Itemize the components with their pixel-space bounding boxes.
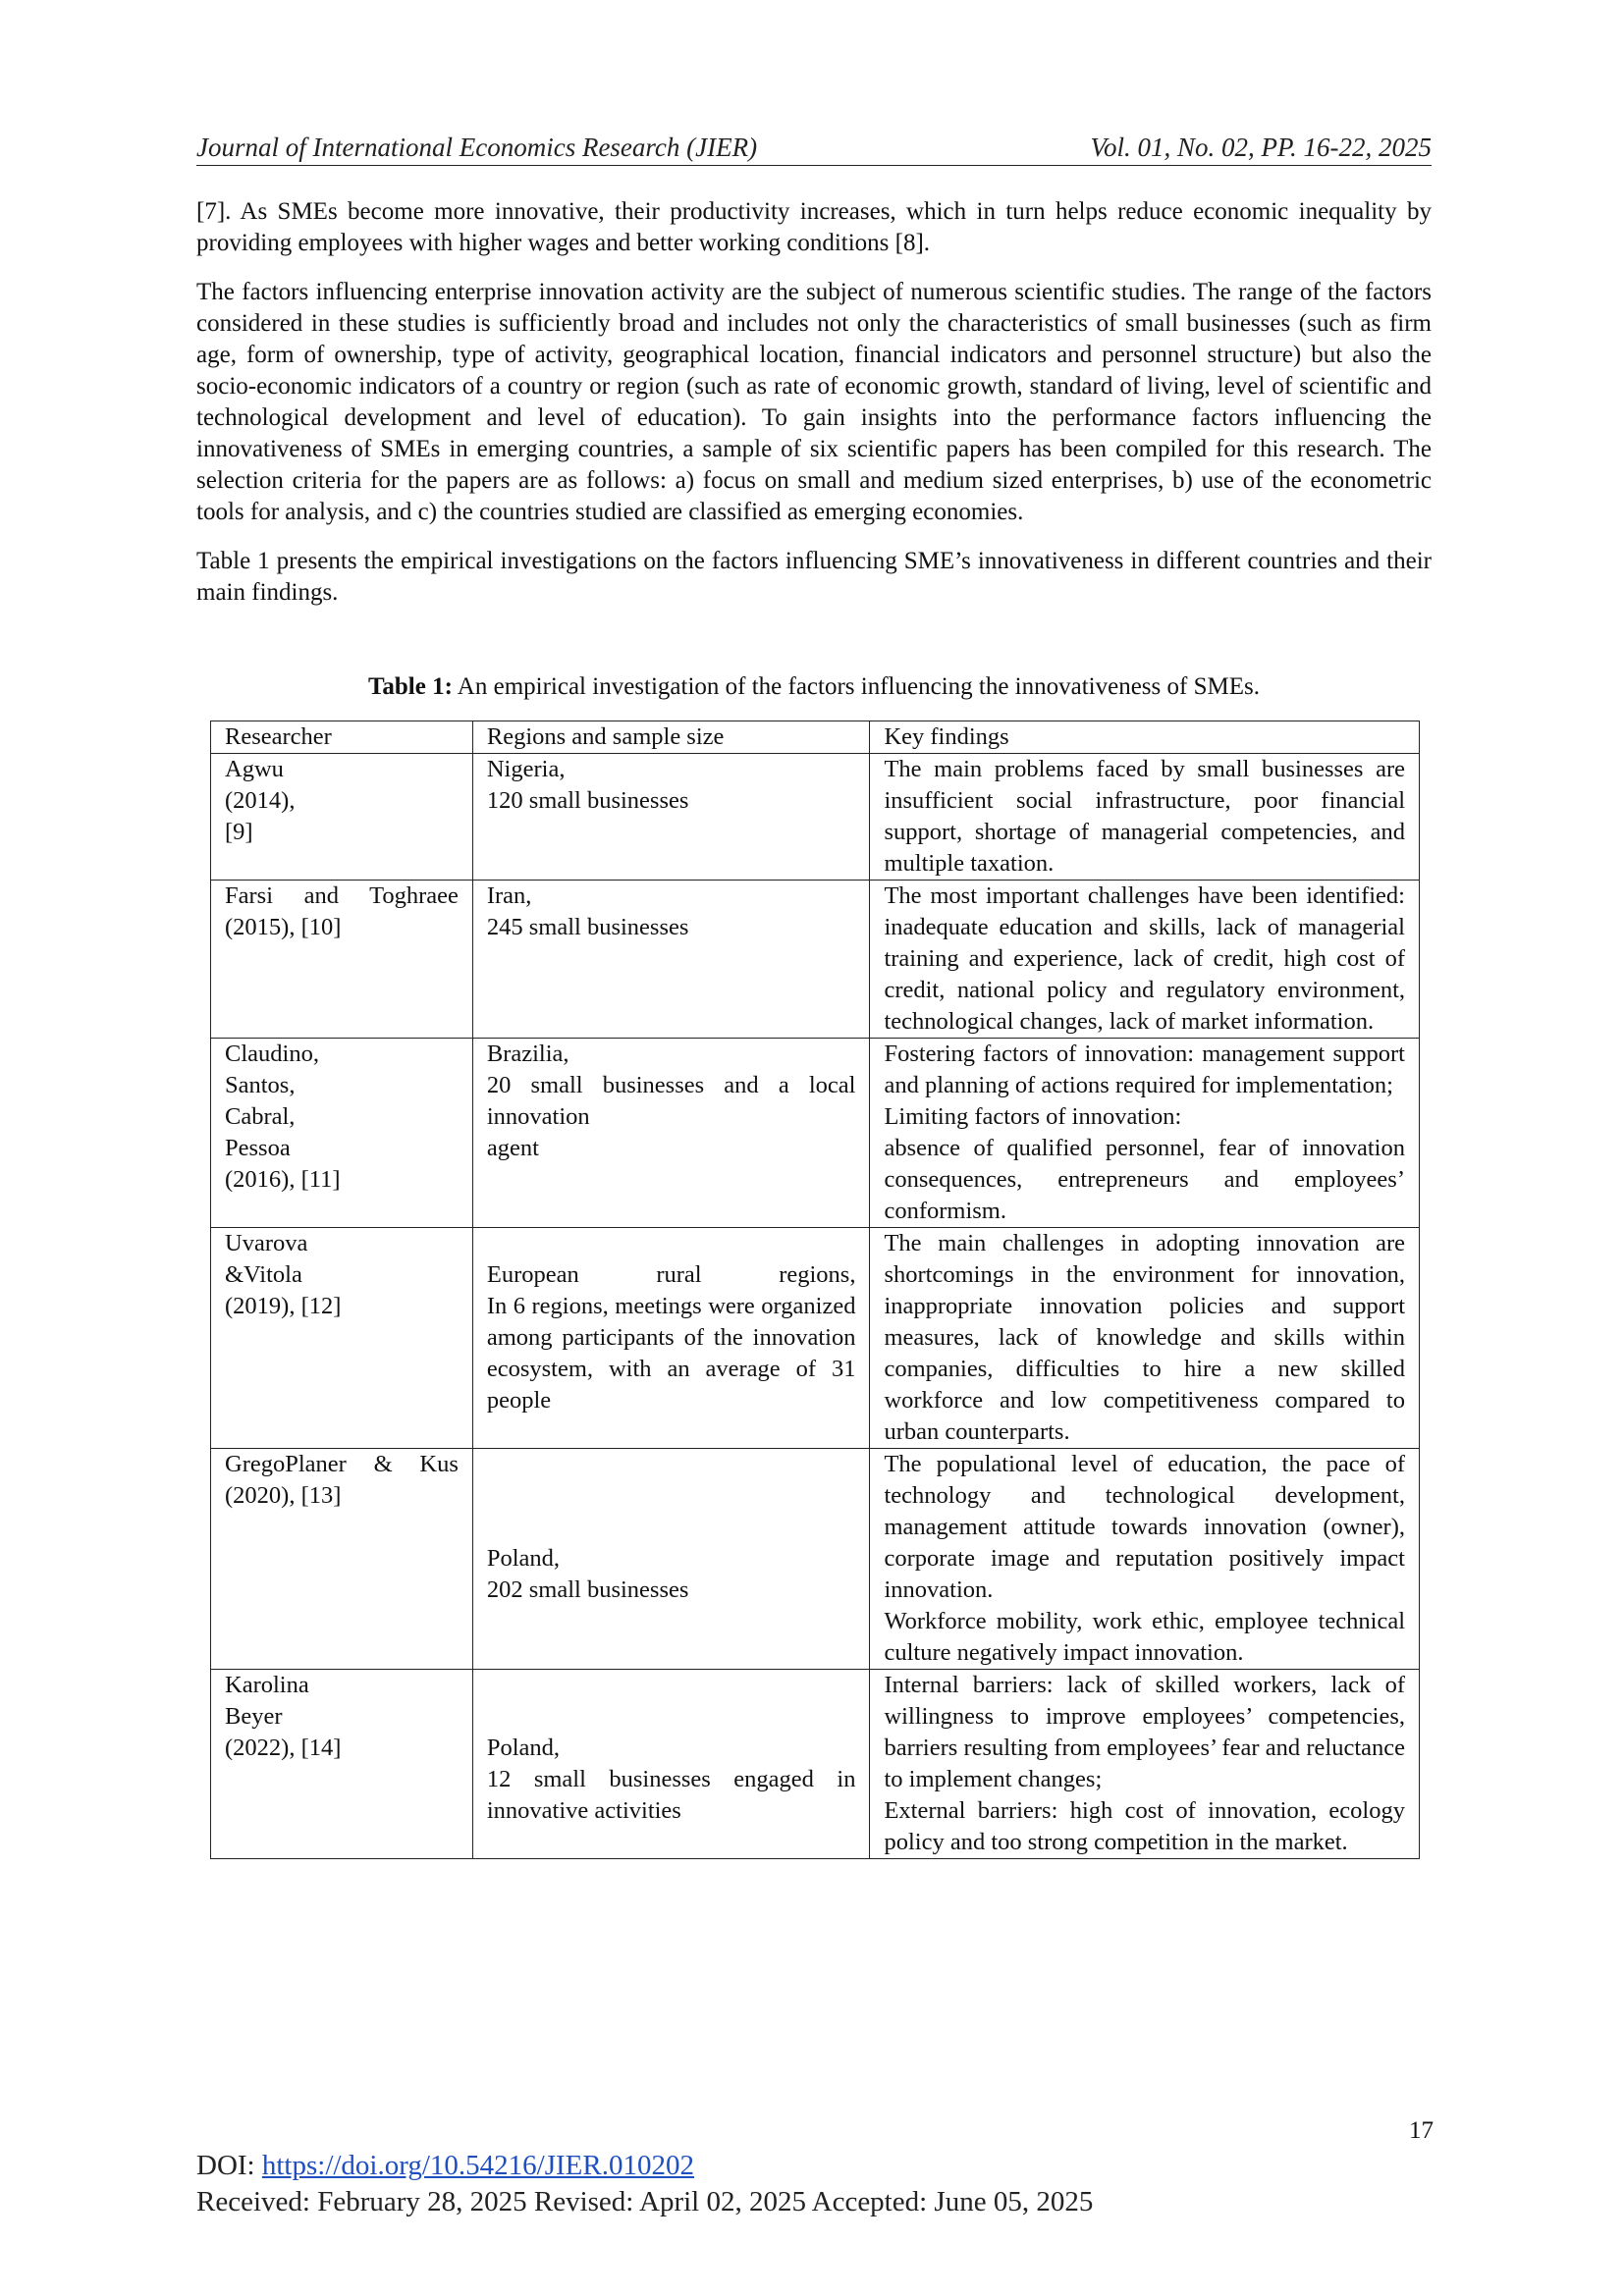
findings-cell: The most important challenges have been identified: inadequate education and skills, lack of managerial training and experience, lack of credit, high cost of credit, national policy and regulatory environment, technological changes, lack of market information. [870,881,1420,1039]
researcher-line: (2022), [14] [225,1735,342,1761]
region-line: Poland, [486,1735,561,1761]
body-text [196,196,1432,626]
table-row [211,754,1420,881]
region-line: Iran, [486,882,532,909]
region-line: 120 small businesses [486,787,689,814]
table-row [211,1670,1420,1859]
researcher-line: [9] [225,819,253,845]
findings-cell: The main challenges in adopting innovation are shortcomings in the environment for innovation, inappropriate innovation policies and support measures, lack of knowledge and skills within companies, difficulties to hire a new skilled workforce and low competitiveness compared to urban counterparts. [870,1228,1420,1449]
region-cell [472,1039,870,1228]
researcher-line: (2014), [225,787,296,814]
findings-cell: The main problems faced by small businesses are insufficient social infrastructure, poor financial support, shortage of managerial competencies, and multiple taxation. [870,754,1420,881]
region-cell [472,1228,870,1449]
paragraph: [7]. As SMEs become more innovative, their productivity increases, which in turn helps reduce economic inequality by providing employees with higher wages and better working conditions [8]. [196,198,1432,256]
researcher-line: Pessoa [225,1135,291,1161]
header-researcher: Researcher [211,721,473,754]
findings-cell: Fostering factors of innovation: management support and planning of actions required for implementation; Limiting factors of innovation: absence of qualified personnel, fear of innovation consequences, entrepreneurs and employees’ conformism. [870,1039,1420,1228]
researcher-line: (2016), [11] [225,1166,341,1193]
publication-dates: Received: February 28, 2025 Revised: April 02, 2025 Accepted: June 05, 2025 [196,2186,1094,2217]
researcher-cell [211,1039,473,1228]
researcher-cell [211,754,473,881]
region-line: 20 small businesses and a local innovation [486,1072,856,1130]
region-line: Nigeria, [486,756,566,782]
table-header-row [211,721,1420,754]
table-row [211,881,1420,1039]
findings-cell: The populational level of education, the pace of technology and technological development, management attitude towards innovation (owner), corporate image and reputation positively impact innovation. Workforce mobility, work ethic, employee technical culture negatively impact innovation. [870,1449,1420,1670]
researcher-cell [211,881,473,1039]
paragraph: Table 1 presents the empirical investigations on the factors influencing SME’s innovativeness in different countries and their main findings. [196,548,1432,606]
region-line: Poland, [486,1545,561,1572]
footer [196,2148,1432,2220]
region-cell [472,754,870,881]
region-line: 202 small businesses [486,1576,689,1603]
region-line: 245 small businesses [486,914,689,940]
region-line: 12 small businesses engaged in innovative activities [486,1766,856,1824]
findings-table [210,721,1420,1859]
table-caption-text: An empirical investigation of the factors influencing the innovativeness of SMEs. [452,673,1260,700]
journal-title: Journal of International Economics Research (JIER) [196,133,758,162]
table-row [211,1228,1420,1449]
doi-label: DOI: [196,2150,262,2181]
researcher-line: Claudino, [225,1041,319,1067]
researcher-line: Santos, [225,1072,296,1098]
running-header [196,132,1432,166]
region-cell [472,1670,870,1859]
region-cell [472,881,870,1039]
volume-info: Vol. 01, No. 02, PP. 16-22, 2025 [1090,133,1432,162]
region-line: European rural regions, [486,1261,856,1288]
header-regions: Regions and sample size [472,721,870,754]
researcher-cell [211,1670,473,1859]
researcher-line: (2015), [10] [225,914,342,940]
table-caption [196,671,1432,703]
region-line: Brazilia, [486,1041,569,1067]
table-row [211,1449,1420,1670]
researcher-line: Cabral, [225,1103,296,1130]
researcher-line: Uvarova [225,1230,308,1256]
findings-cell: Internal barriers: lack of skilled workers, lack of willingness to improve employees’ competencies, barriers resulting from employees’ fear and reluctance to implement changes; External barriers: high cost of innovation, ecology policy and too strong competition in the market. [870,1670,1420,1859]
table-row [211,1039,1420,1228]
region-line: agent [486,1135,539,1161]
doi-line [196,2148,1432,2184]
table-caption-label: Table 1: [368,673,453,700]
researcher-line: Karolina [225,1672,309,1698]
page-number: 17 [1409,2117,1434,2144]
researcher-cell [211,1228,473,1449]
researcher-line: Agwu [225,756,284,782]
researcher-line: &Vitola [225,1261,302,1288]
doi-link[interactable]: https://doi.org/10.54216/JIER.010202 [261,2150,694,2181]
region-cell [472,1449,870,1670]
region-line: In 6 regions, meetings were organized among participants of the innovation ecosystem, with an average of 31 people [486,1293,856,1414]
researcher-line: Farsi and Toghraee [225,882,459,909]
researcher-line: (2019), [12] [225,1293,342,1319]
header-key-findings: Key findings [870,721,1420,754]
paragraph: The factors influencing enterprise innovation activity are the subject of numerous scientific studies. The range of the factors considered in these studies is sufficiently broad and includes not only the characteristics of small businesses (such as firm age, form of ownership, type of activity, geographical location, financial indicators and personnel structure) but also the socio-economic indicators of a country or region (such as rate of economic growth, standard of living, level of scientific and technological development and level of education). To gain insights into the performance factors influencing the innovativeness of SMEs in emerging countries, a sample of six scientific papers has been compiled for this research. The selection criteria for the papers are as follows: a) focus on small and medium sized enterprises, b) use of the econometric tools for analysis, and c) the countries studied are classified as emerging economies. [196,279,1432,525]
researcher-line: Beyer [225,1703,283,1730]
researcher-cell: GregoPlaner & Kus (2020), [13] [211,1449,473,1670]
